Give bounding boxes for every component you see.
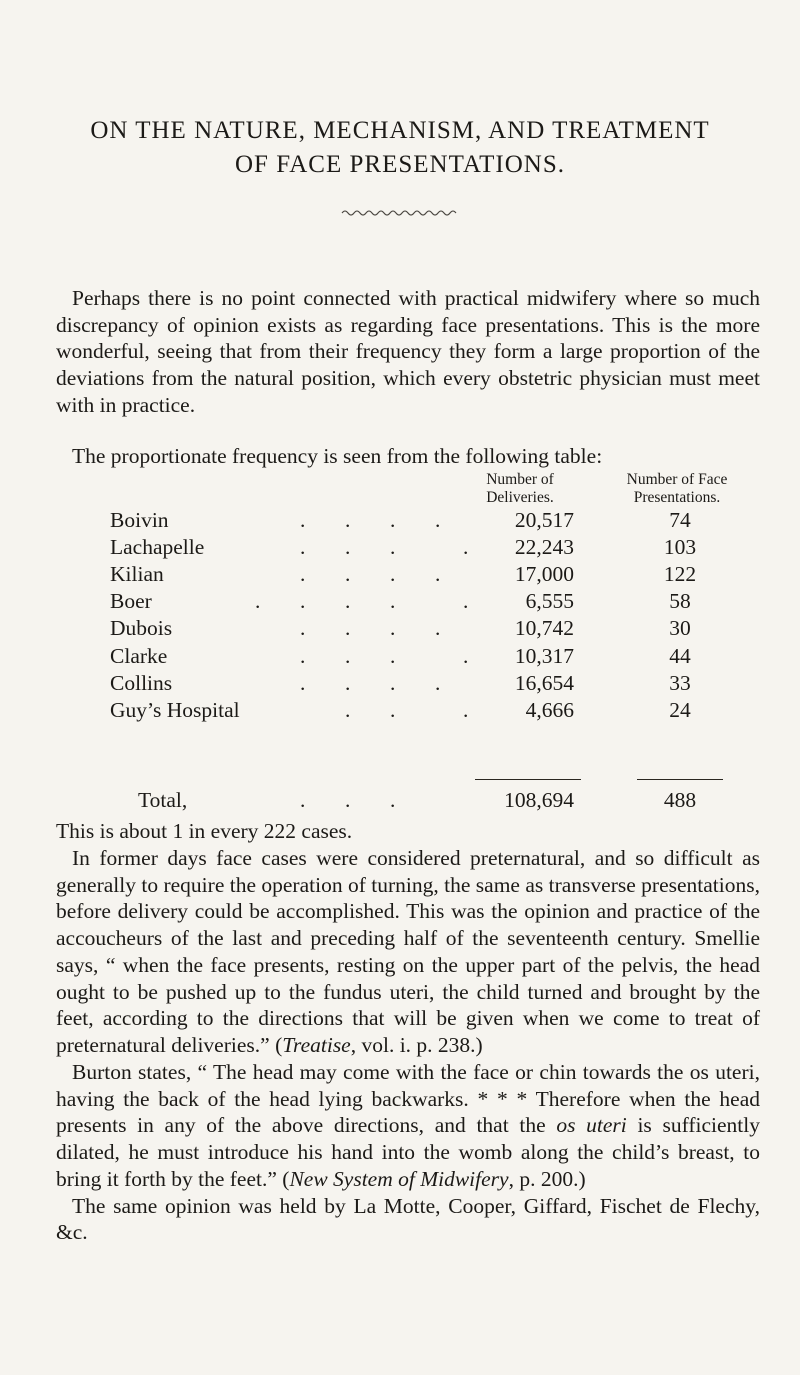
table-row: Collins . . . . 16,654 33 (0, 671, 800, 697)
row-deliveries: 4,666 (525, 697, 574, 722)
row-name: Clarke (110, 643, 168, 668)
row-presentations: 24 (669, 697, 691, 722)
paragraph-former-text: In former days face cases were considered preternatural, and so difficult as generally to require the operation of turning, the same as transverse presentations, before delivery could be accomplished. This was the opinion and practice of the accoucheurs of the last and preceding half of the seventeenth century. Smellie says, “ when the face presents, resting on the upper part of the pelvis, the head ought to be pushed up to the fundus uteri, the child turned and brought by the feet, according to the directions that will be given when we come to treat of preternatural deliveries.” ( (56, 845, 760, 1057)
row-name: Dubois (110, 616, 173, 641)
table-row: Lachapelle . . . . 22,243 103 (0, 535, 800, 561)
table-row: Boer . . . . . 6,555 58 (0, 589, 800, 615)
row-presentations: 30 (669, 616, 691, 641)
row-name: Boivin (110, 508, 169, 532)
row-presentations: 33 (669, 670, 691, 695)
row-presentations: 103 (663, 535, 697, 560)
total-presentations: 488 (663, 788, 697, 812)
paragraph-same-opinion: The same opinion was held by La Motte, Cooper, Giffard, Fischet de Flechy, &c. (56, 1193, 760, 1245)
row-deliveries: 6,555 (525, 589, 574, 614)
paragraph-burton-text-b: is sufficiently dilated, he must introduce his hand into the womb along the child’s breast, to bring it forth by the feet.” ( (56, 1113, 760, 1191)
chapter-title-line-2: OF FACE PRESENTATIONS. (235, 151, 565, 178)
citation-new-system: New System of Midwifery (289, 1166, 509, 1191)
paragraph-former-days (56, 845, 760, 1059)
chapter-title-line-1: ON THE NATURE, MECHANISM, AND TREATMENT (90, 117, 710, 144)
column-header-presentations-line2: Presentations. (633, 489, 721, 506)
intro-paragraph-text: Perhaps there is no point connected with practical midwifery where so much discrepancy of opinion exists as regarding face presentations. This is the more wonderful, seeing that from their frequency they form a large proportion of the deviations from the natural position, which every obstetric physician must meet with in practice. (56, 286, 760, 417)
deliveries-sum-rule (475, 779, 581, 780)
table-row: Dubois . . . . 10,742 30 (0, 616, 800, 642)
citation-new-system-ref: , p. 200.) (508, 1166, 586, 1191)
row-presentations: 122 (663, 562, 697, 587)
decorative-flourish-ornament (340, 208, 460, 218)
row-presentations: 44 (669, 643, 691, 668)
row-deliveries: 16,654 (514, 670, 574, 695)
table-row: Boivin . . . . 20,517 74 (0, 508, 800, 534)
paragraph-burton (56, 1059, 760, 1193)
row-deliveries: 17,000 (514, 562, 574, 587)
table-row: Kilian . . . . 17,000 122 (0, 562, 800, 588)
row-presentations: 58 (669, 589, 691, 614)
presentations-sum-rule (637, 779, 723, 780)
row-deliveries: 20,517 (514, 508, 574, 532)
table-row: Clarke . . . . 10,317 44 (0, 644, 800, 670)
column-header-presentations-line1: Number of Face (626, 471, 728, 488)
row-presentations: 74 (669, 508, 691, 532)
total-deliveries: 108,694 (504, 788, 574, 812)
column-header-deliveries-line1: Number of (486, 471, 554, 488)
row-name: Lachapelle (110, 535, 205, 560)
row-name: Kilian (110, 562, 164, 587)
row-deliveries: 10,742 (514, 616, 574, 641)
table-total-row: Total, . . . 108,694 488 (0, 788, 800, 814)
row-deliveries: 22,243 (514, 535, 574, 560)
row-name: Boer (110, 589, 152, 614)
column-header-deliveries-line2: Deliveries. (486, 489, 554, 506)
row-name: Collins (110, 670, 173, 695)
term-os-uteri: os uteri (556, 1113, 627, 1138)
intro-paragraph (56, 285, 760, 419)
table-lead-in: The proportionate frequency is seen from the following table: (72, 444, 603, 468)
total-label: Total, (138, 788, 188, 812)
row-deliveries: 10,317 (514, 643, 574, 668)
ratio-line: This is about 1 in every 222 cases. (56, 819, 353, 843)
column-header-deliveries (455, 471, 585, 507)
body-text (56, 818, 760, 1246)
column-header-face-presentations (592, 471, 762, 507)
row-name: Guy’s Hospital (110, 697, 240, 722)
paragraph-burton-text-a: Burton states, “ The head may come with the face or chin towards the os uteri, having the back of the head lying backwarks. * * * Therefore when the head presents in any of the above directions, and that the (56, 1059, 760, 1138)
citation-treatise: Treatise (282, 1033, 351, 1057)
table-row: Guy’s Hospital . . . 4,666 24 (0, 698, 800, 724)
citation-treatise-ref: , vol. i. p. 238.) (350, 1033, 483, 1057)
